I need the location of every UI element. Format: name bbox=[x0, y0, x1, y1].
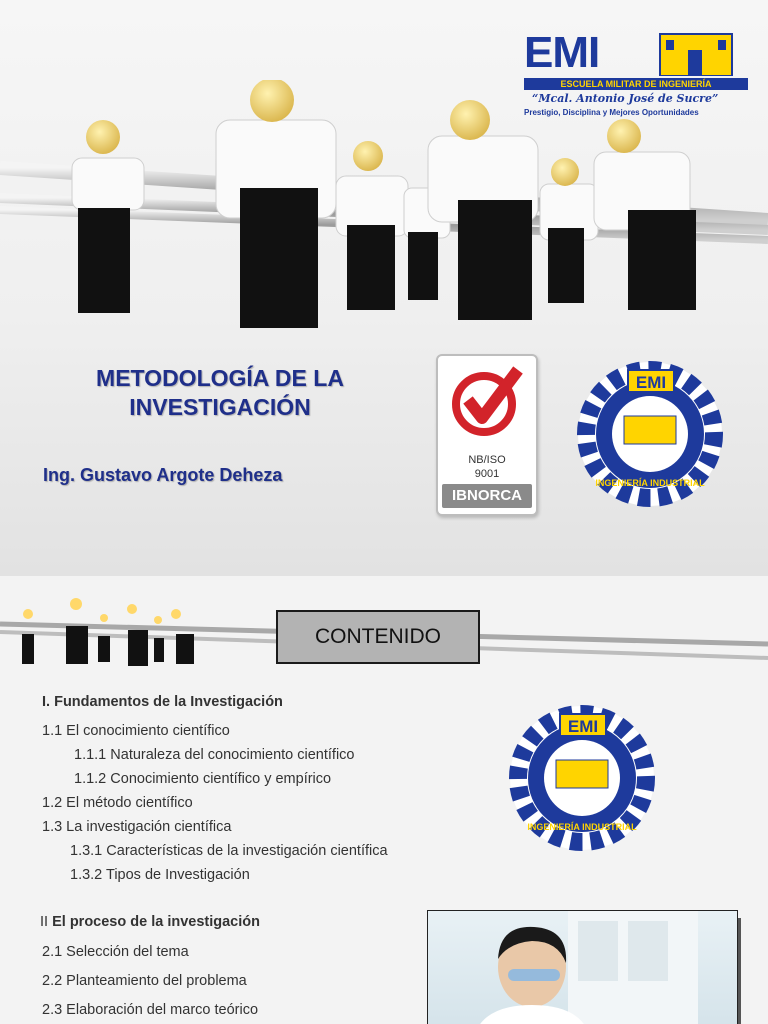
iso-line-2: 9001 bbox=[474, 468, 500, 480]
emi-logo-letters: EMI bbox=[524, 28, 600, 77]
emi-gear-logo bbox=[506, 702, 658, 854]
emi-motto: Prestigio, Disciplina y Mejores Oportunidades bbox=[524, 108, 699, 117]
checkmark-icon bbox=[450, 364, 524, 438]
toc-item: 2.2 Planteamiento del problema bbox=[42, 973, 247, 989]
contents-heading: CONTENIDO bbox=[276, 610, 480, 664]
emi-script-text: “Mcal. Antonio José de Sucre” bbox=[532, 92, 719, 105]
toc-item: 2.3 Elaboración del marco teórico bbox=[42, 1002, 259, 1018]
player-figure bbox=[540, 158, 598, 303]
iso-brand: IBNORCA bbox=[442, 484, 532, 508]
toc-item: 1.3 La investigación científica bbox=[42, 819, 232, 835]
toc-item: I. Fundamentos de la Investigación bbox=[42, 694, 283, 710]
iso-line-1: NB/ISO bbox=[468, 454, 506, 466]
toc-item: 1.1.1 Naturaleza del conocimiento científico bbox=[74, 747, 355, 763]
contents-slide bbox=[0, 576, 768, 1024]
iso-certification-badge bbox=[436, 354, 538, 516]
toc-item: 1.1.2 Conocimiento científico y empírico bbox=[74, 771, 332, 787]
toc-section-title: El proceso de la investigación bbox=[52, 914, 260, 930]
toc-item: 1.1 El conocimiento científico bbox=[42, 723, 230, 739]
toc-prefix: II bbox=[40, 914, 53, 930]
gear-logo-letters: EMI bbox=[635, 373, 667, 392]
gear-logo-ring-text: INGENIERÍA INDUSTRIAL bbox=[595, 478, 705, 488]
emi-header-logo bbox=[520, 26, 750, 122]
player-figure bbox=[428, 100, 538, 320]
title-line-1: METODOLOGÍA DE LA bbox=[96, 365, 344, 391]
title-line-2: INVESTIGACIÓN bbox=[129, 394, 311, 420]
emi-banner: ESCUELA MILITAR DE INGENIERÍA bbox=[524, 78, 748, 90]
player-figure bbox=[216, 80, 336, 328]
emi-gear-logo bbox=[574, 358, 726, 510]
scientist-photo bbox=[427, 910, 738, 1024]
gear-logo-ring-text: INGENIERÍA INDUSTRIAL bbox=[527, 822, 637, 832]
toc-item: 1.3.1 Características de la investigación científica bbox=[70, 843, 388, 859]
castle-icon bbox=[658, 26, 734, 76]
player-figure bbox=[336, 141, 408, 310]
scientist-illustration bbox=[428, 911, 737, 1024]
player-figure bbox=[594, 119, 696, 310]
toc-item bbox=[40, 914, 260, 930]
toc-item: 1.2 El método científico bbox=[42, 795, 193, 811]
toc-item: 2.1 Selección del tema bbox=[42, 944, 189, 960]
gear-logo-letters: EMI bbox=[567, 717, 599, 736]
presentation-title bbox=[40, 364, 400, 422]
toc-item: 1.3.2 Tipos de Investigación bbox=[70, 867, 250, 883]
author-name: Ing. Gustavo Argote Deheza bbox=[43, 465, 283, 485]
